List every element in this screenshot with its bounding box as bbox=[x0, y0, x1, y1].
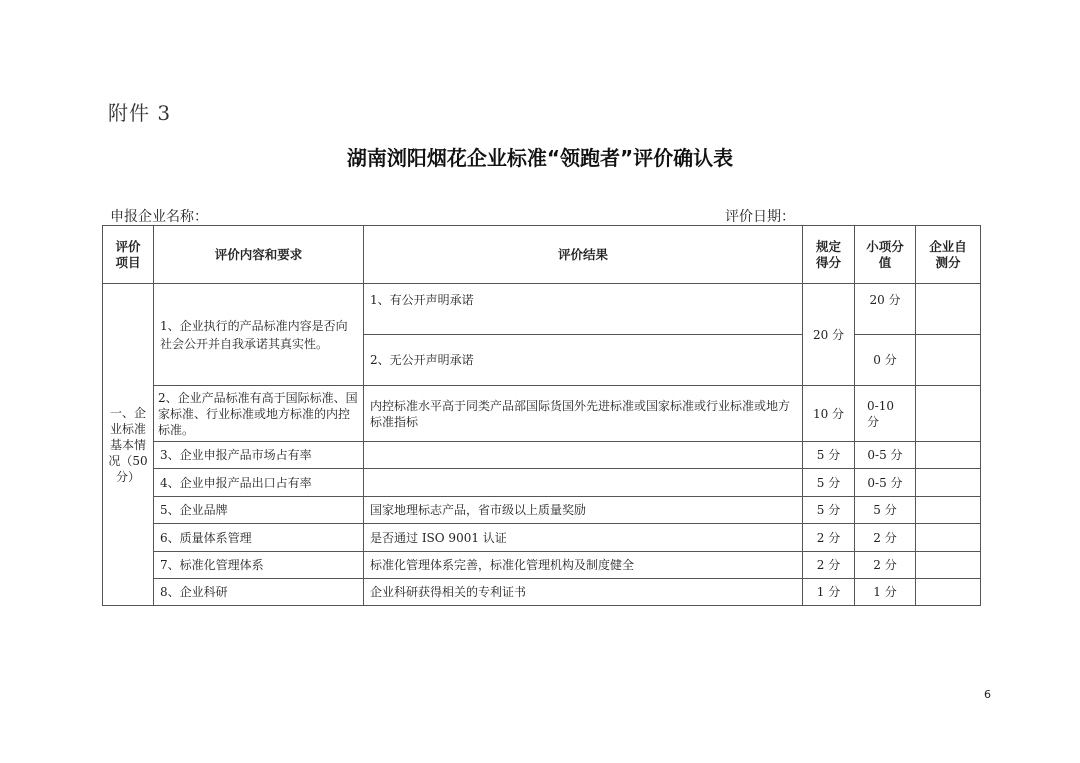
row6-self-score[interactable] bbox=[916, 524, 981, 552]
row7-sub-score: 2 分 bbox=[855, 552, 916, 579]
row1-self-score-1[interactable] bbox=[916, 284, 981, 335]
header-result: 评价结果 bbox=[364, 226, 803, 284]
category-cell: 一、企业标准基本情况（50分） bbox=[103, 284, 154, 606]
row7-score: 2 分 bbox=[803, 552, 855, 579]
row1-result-1: 1、有公开声明承诺 bbox=[364, 284, 803, 335]
company-name-label: 申报企业名称： bbox=[110, 209, 208, 225]
header-item: 评价项目 bbox=[103, 226, 154, 284]
row1-sub-score-2: 0 分 bbox=[855, 335, 916, 386]
row3-self-score[interactable] bbox=[916, 442, 981, 469]
evaluation-table bbox=[102, 225, 981, 606]
row6-score: 2 分 bbox=[803, 524, 855, 552]
row2-score: 10 分 bbox=[803, 386, 855, 442]
table-row bbox=[103, 284, 981, 335]
row8-sub-score: 1 分 bbox=[855, 579, 916, 606]
row8-content: 8、企业科研 bbox=[154, 579, 364, 606]
row4-content: 4、企业申报产品出口占有率 bbox=[154, 469, 364, 497]
table-row bbox=[103, 386, 981, 442]
row2-self-score[interactable] bbox=[916, 386, 981, 442]
row3-sub-score: 0-5 分 bbox=[855, 442, 916, 469]
row4-result bbox=[364, 469, 803, 497]
row2-content: 2、企业产品标准有高于国际标准、国家标准、行业标准或地方标准的内控标准。 bbox=[154, 386, 364, 442]
header-self-score: 企业自测分 bbox=[916, 226, 981, 284]
row1-self-score-2[interactable] bbox=[916, 335, 981, 386]
row3-content: 3、企业申报产品市场占有率 bbox=[154, 442, 364, 469]
row4-score: 5 分 bbox=[803, 469, 855, 497]
table-row bbox=[103, 524, 981, 552]
row6-result: 是否通过 ISO 9001 认证 bbox=[364, 524, 803, 552]
row8-self-score[interactable] bbox=[916, 579, 981, 606]
row1-result-2: 2、无公开声明承诺 bbox=[364, 335, 803, 386]
row4-self-score[interactable] bbox=[916, 469, 981, 497]
table-row bbox=[103, 442, 981, 469]
header-content: 评价内容和要求 bbox=[154, 226, 364, 284]
row1-sub-score-1: 20 分 bbox=[855, 284, 916, 335]
header-score: 规定得分 bbox=[803, 226, 855, 284]
table-header-row bbox=[103, 226, 981, 284]
row3-result bbox=[364, 442, 803, 469]
document-title: 湖南浏阳烟花企业标准“领跑者”评价确认表 bbox=[346, 146, 734, 170]
row1-content: 1、企业执行的产品标准内容是否向社会公开并自我承诺其真实性。 bbox=[154, 284, 364, 386]
row6-sub-score: 2 分 bbox=[855, 524, 916, 552]
row2-result: 内控标准水平高于同类产品部国际货国外先进标准或国家标准或行业标准或地方标准指标 bbox=[364, 386, 803, 442]
table-row bbox=[103, 469, 981, 497]
row6-content: 6、质量体系管理 bbox=[154, 524, 364, 552]
attachment-label: 附件 3 bbox=[108, 101, 172, 125]
row7-result: 标准化管理体系完善，标准化管理机构及制度健全 bbox=[364, 552, 803, 579]
row5-content: 5、企业品牌 bbox=[154, 497, 364, 524]
row8-result: 企业科研获得相关的专利证书 bbox=[364, 579, 803, 606]
row8-score: 1 分 bbox=[803, 579, 855, 606]
row4-sub-score: 0-5 分 bbox=[855, 469, 916, 497]
row1-score: 20 分 bbox=[803, 284, 855, 386]
row5-score: 5 分 bbox=[803, 497, 855, 524]
table-row bbox=[103, 579, 981, 606]
header-sub-score: 小项分值 bbox=[855, 226, 916, 284]
row3-score: 5 分 bbox=[803, 442, 855, 469]
row5-sub-score: 5 分 bbox=[855, 497, 916, 524]
table-row bbox=[103, 552, 981, 579]
evaluation-date-label: 评价日期： bbox=[725, 209, 795, 225]
row7-self-score[interactable] bbox=[916, 552, 981, 579]
row7-content: 7、标准化管理体系 bbox=[154, 552, 364, 579]
table-row bbox=[103, 497, 981, 524]
row5-result: 国家地理标志产品，省市级以上质量奖励 bbox=[364, 497, 803, 524]
row5-self-score[interactable] bbox=[916, 497, 981, 524]
page-number: 6 bbox=[984, 688, 991, 701]
row2-sub-score: 0-10 分 bbox=[855, 386, 916, 442]
